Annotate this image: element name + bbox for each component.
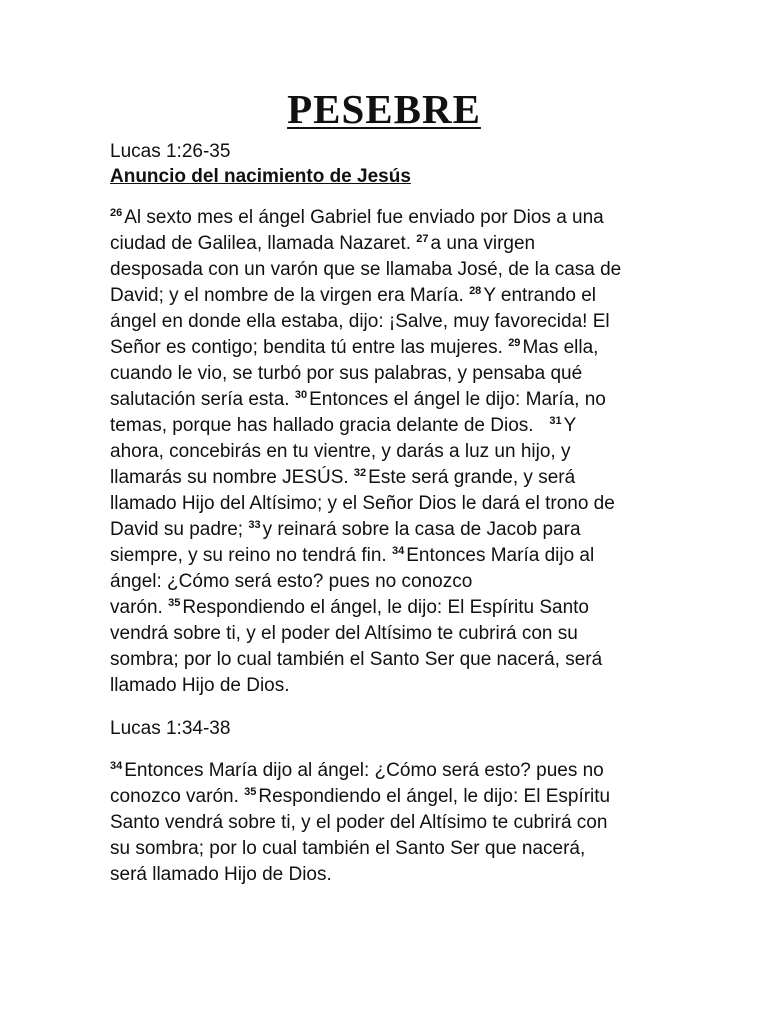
- verse-text: sombra; por lo cual también el Santo Ser que nacerá, será: [110, 649, 603, 670]
- verse-number: 28: [469, 285, 482, 297]
- verse-text: Y entrando el: [483, 285, 596, 306]
- verse-number: 35: [244, 786, 257, 798]
- passage-line: [110, 543, 670, 569]
- verse-text: ahora, concebirás en tu vientre, y darás a luz un hijo, y: [110, 441, 571, 462]
- verse-text: ciudad de Galilea, llamada Nazaret.: [110, 233, 417, 254]
- scripture-reference: Lucas 1:26-35: [110, 141, 231, 162]
- verse-text: y reinará sobre la casa de Jacob para: [262, 519, 581, 540]
- verse-number: 34: [391, 545, 405, 557]
- passage-line: [110, 517, 670, 543]
- verse-text: cuando le vio, se turbó por sus palabras, y pensaba qué: [110, 363, 583, 384]
- passage-line: [110, 647, 670, 673]
- passage-line: [110, 361, 670, 387]
- passage-line: [110, 205, 670, 231]
- verse-text: David su padre;: [110, 519, 249, 540]
- verse-number: 26: [110, 207, 123, 219]
- verse-text: ángel: ¿Cómo será esto? pues no conozco: [110, 571, 473, 592]
- passage-line: [110, 491, 670, 517]
- passage-line: [110, 569, 670, 595]
- verse-text: Santo vendrá sobre ti, y el poder del Altísimo te cubrirá con: [110, 812, 608, 833]
- verse-text: llamado Hijo del Altísimo; y el Señor Dios le dará el trono de: [110, 493, 615, 514]
- verse-text: Y: [563, 415, 577, 436]
- verse-number: 33: [248, 519, 261, 531]
- verse-text: David; y el nombre de la virgen era María.: [110, 285, 470, 306]
- verse-text: Señor es contigo; bendita tú entre las mujeres.: [110, 337, 509, 358]
- verse-text: Respondiendo el ángel, le dijo: El Espíritu Santo: [182, 597, 589, 618]
- verse-text: llamarás su nombre JESÚS.: [110, 467, 354, 488]
- verse-text: salutación sería esta.: [110, 389, 295, 410]
- verse-number: 29: [508, 337, 521, 349]
- verse-text: Entonces María dijo al ángel: ¿Cómo será esto? pues no: [124, 760, 604, 781]
- verse-number: 31: [549, 415, 562, 427]
- verse-text: ángel en donde ella estaba, dijo: ¡Salve, muy favorecida! El: [110, 311, 610, 332]
- passage-line: [110, 309, 670, 335]
- scripture-reference: Lucas 1:34-38: [110, 718, 231, 739]
- verse-text: Entonces María dijo al: [406, 545, 595, 566]
- passage-line: [110, 862, 670, 888]
- document-title: PESEBRE: [287, 86, 481, 132]
- verse-text: vendrá sobre ti, y el poder del Altísimo te cubrirá con su: [110, 623, 578, 644]
- passage-line: [110, 231, 670, 257]
- passage-line: [110, 335, 670, 361]
- verse-text: será llamado Hijo de Dios.: [110, 864, 332, 885]
- passage-line: [110, 810, 670, 836]
- verse-text: Este será grande, y será: [368, 467, 576, 488]
- verse-text: conozco varón.: [110, 786, 245, 807]
- verse-number: 32: [353, 467, 367, 479]
- passage-line: [110, 283, 670, 309]
- verse-text: temas, porque has hallado gracia delante de Dios.: [110, 415, 550, 436]
- verse-text: su sombra; por lo cual también el Santo Ser que nacerá,: [110, 838, 586, 859]
- verse-text: llamado Hijo de Dios.: [110, 675, 290, 696]
- scripture-passage: [110, 205, 670, 699]
- verse-text: Al sexto mes el ángel Gabriel fue enviado por Dios a una: [124, 207, 604, 228]
- verse-number: 30: [294, 389, 308, 401]
- verse-text: desposada con un varón que se llamaba José, de la casa de: [110, 259, 622, 280]
- verse-number: 27: [416, 233, 429, 245]
- verse-number: 34: [110, 760, 123, 772]
- passage-line: [110, 673, 670, 699]
- passage-line: [110, 784, 670, 810]
- passage-line: [110, 758, 670, 784]
- passage-line: [110, 439, 670, 465]
- verse-text: Respondiendo el ángel, le dijo: El Espíritu: [258, 786, 611, 807]
- verse-number: 35: [168, 597, 181, 609]
- passage-line: [110, 387, 670, 413]
- verse-text: varón.: [110, 597, 169, 618]
- passage-line: [110, 257, 670, 283]
- section-heading: Anuncio del nacimiento de Jesús: [110, 166, 411, 187]
- passage-line: [110, 836, 670, 862]
- passage-line: [110, 465, 670, 491]
- verse-text: a una virgen: [430, 233, 536, 254]
- verse-text: Entonces el ángel le dijo: María, no: [309, 389, 606, 410]
- scripture-passage: [110, 758, 670, 888]
- passage-line: [110, 413, 670, 439]
- passage-line: [110, 595, 670, 621]
- verse-text: Mas ella,: [522, 337, 599, 358]
- verse-text: siempre, y su reino no tendrá fin.: [110, 545, 392, 566]
- passage-line: [110, 621, 670, 647]
